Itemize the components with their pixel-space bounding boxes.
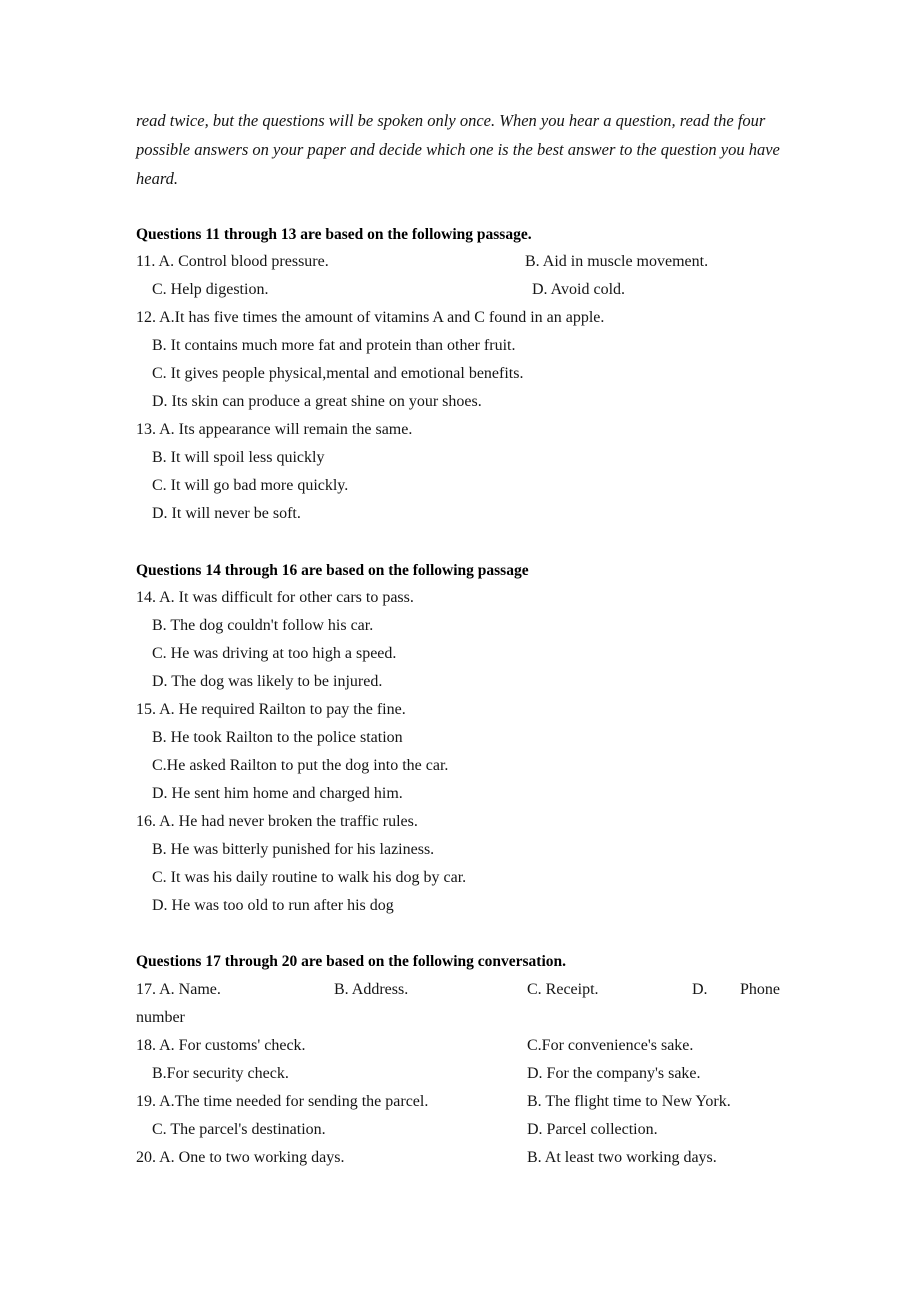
question-18-option-c: C.For convenience's sake. bbox=[527, 1037, 694, 1054]
question-16-option-d: D. He was too old to run after his dog bbox=[152, 897, 394, 914]
question-13-option-c: C. It will go bad more quickly. bbox=[152, 477, 349, 494]
question-14-option-d: D. The dog was likely to be injured. bbox=[152, 673, 383, 690]
question-13-option-a-text: A. Its appearance will remain the same. bbox=[159, 421, 413, 438]
question-14-option-b: B. The dog couldn't follow his car. bbox=[152, 617, 374, 634]
question-11-option-d: D. Avoid cold. bbox=[532, 281, 626, 298]
question-11-number: 11. bbox=[136, 253, 159, 270]
question-16-option-c: C. It was his daily routine to walk his dog by car. bbox=[152, 869, 467, 886]
section-heading-11-13: Questions 11 through 13 are based on the following passage. bbox=[136, 226, 532, 243]
question-15-option-a bbox=[136, 700, 406, 720]
intro-line-2: possible answers on your paper and decide which one is the best answer to the question you have bbox=[136, 140, 780, 159]
question-19-option-c: C. The parcel's destination. bbox=[152, 1121, 326, 1138]
question-16-number: 16. bbox=[136, 813, 160, 830]
question-16-option-a bbox=[136, 812, 418, 832]
question-12-option-a bbox=[136, 308, 604, 328]
question-11-option-a-text: A. Control blood pressure. bbox=[158, 253, 329, 270]
question-19-option-d: D. Parcel collection. bbox=[527, 1121, 658, 1138]
question-18-number: 18. bbox=[136, 1037, 160, 1054]
question-11-option-c: C. Help digestion. bbox=[152, 281, 269, 298]
question-20-number: 20. bbox=[136, 1149, 160, 1166]
question-17-option-d-letter: D. bbox=[692, 981, 708, 998]
question-14-number: 14. bbox=[136, 589, 160, 606]
question-20-option-a-text: A. One to two working days. bbox=[159, 1149, 345, 1166]
question-17-option-a bbox=[136, 980, 221, 1000]
question-17-number: 17. bbox=[136, 981, 160, 998]
intro-line-1: read twice, but the questions will be spoken only once. When you hear a question, read the four bbox=[136, 111, 766, 130]
question-17-option-d-wrap: number bbox=[136, 1009, 185, 1026]
question-20-option-b: B. At least two working days. bbox=[527, 1149, 717, 1166]
question-13-option-a bbox=[136, 420, 412, 440]
question-11-option-a bbox=[136, 252, 329, 272]
question-19-option-a bbox=[136, 1092, 428, 1112]
question-12-number: 12. bbox=[136, 309, 160, 326]
question-20-option-a bbox=[136, 1148, 344, 1168]
question-16-option-b: B. He was bitterly punished for his laziness. bbox=[152, 841, 435, 858]
section-heading-14-16: Questions 14 through 16 are based on the following passage bbox=[136, 562, 529, 579]
question-14-option-a bbox=[136, 588, 414, 608]
question-15-option-b: B. He took Railton to the police station bbox=[152, 729, 403, 746]
question-13-option-d: D. It will never be soft. bbox=[152, 505, 301, 522]
question-14-option-c: C. He was driving at too high a speed. bbox=[152, 645, 397, 662]
question-17-option-d-text: Phone bbox=[740, 981, 780, 998]
question-16-option-a-text: A. He had never broken the traffic rules. bbox=[159, 813, 418, 830]
question-15-option-c: C.He asked Railton to put the dog into the car. bbox=[152, 757, 449, 774]
intro-paragraph bbox=[136, 106, 784, 193]
intro-line-3: heard. bbox=[136, 169, 179, 188]
question-15-option-d: D. He sent him home and charged him. bbox=[152, 785, 403, 802]
question-17-option-b: B. Address. bbox=[334, 981, 409, 998]
question-18-option-b: B.For security check. bbox=[152, 1065, 289, 1082]
question-17-option-c: C. Receipt. bbox=[527, 981, 599, 998]
question-14-option-a-text: A. It was difficult for other cars to pass. bbox=[159, 589, 414, 606]
question-12-option-a-text: A.It has five times the amount of vitamins A and C found in an apple. bbox=[159, 309, 605, 326]
question-18-option-d: D. For the company's sake. bbox=[527, 1065, 701, 1082]
question-12-option-b: B. It contains much more fat and protein than other fruit. bbox=[152, 337, 516, 354]
question-18-option-a bbox=[136, 1036, 306, 1056]
question-12-option-c: C. It gives people physical,mental and emotional benefits. bbox=[152, 365, 524, 382]
question-13-option-b: B. It will spoil less quickly bbox=[152, 449, 325, 466]
question-13-number: 13. bbox=[136, 421, 160, 438]
question-15-number: 15. bbox=[136, 701, 160, 718]
question-17-option-a-text: A. Name. bbox=[159, 981, 221, 998]
question-12-option-d: D. Its skin can produce a great shine on your shoes. bbox=[152, 393, 482, 410]
section-heading-17-20: Questions 17 through 20 are based on the following conversation. bbox=[136, 953, 567, 970]
question-19-option-b: B. The flight time to New York. bbox=[527, 1093, 731, 1110]
question-19-number: 19. bbox=[136, 1093, 160, 1110]
question-18-option-a-text: A. For customs' check. bbox=[159, 1037, 306, 1054]
question-15-option-a-text: A. He required Railton to pay the fine. bbox=[159, 701, 406, 718]
question-19-option-a-text: A.The time needed for sending the parcel. bbox=[159, 1093, 429, 1110]
question-11-option-b: B. Aid in muscle movement. bbox=[525, 253, 709, 270]
